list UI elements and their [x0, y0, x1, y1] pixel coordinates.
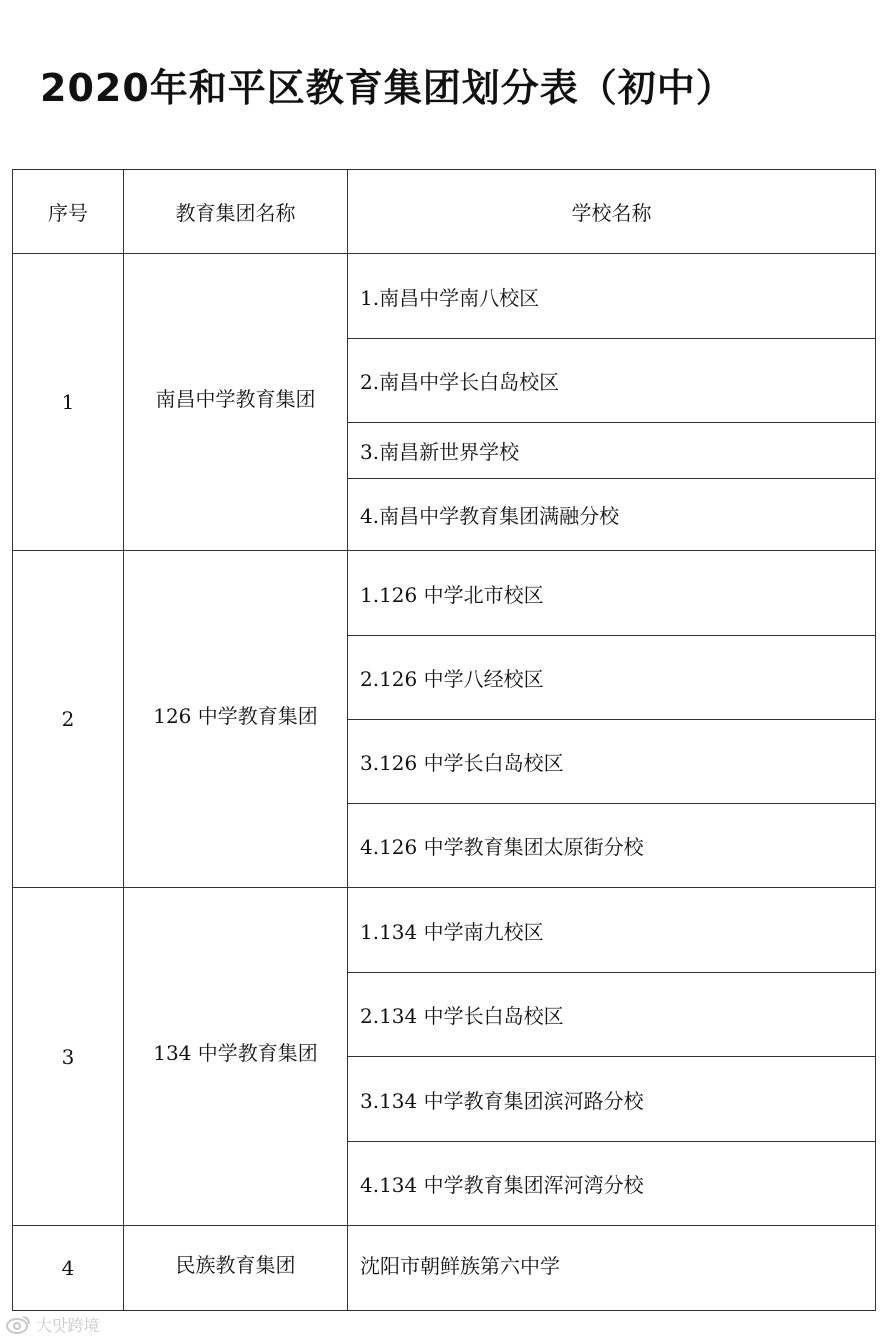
- table-row: [13, 551, 876, 636]
- group-name: 民族教育集团: [124, 1226, 348, 1311]
- group-name: 南昌中学教育集团: [124, 254, 348, 551]
- header-index: 序号: [13, 170, 124, 254]
- table-header-row: [13, 170, 876, 254]
- school-name: 2.134 中学长白岛校区: [348, 973, 876, 1057]
- weibo-camera-icon: [4, 1314, 32, 1334]
- school-name: 1.南昌中学南八校区: [348, 254, 876, 339]
- table-row: [13, 888, 876, 973]
- school-name: 2.126 中学八经校区: [348, 636, 876, 720]
- group-index: 3: [13, 888, 124, 1226]
- group-index: 4: [13, 1226, 124, 1311]
- school-name: 2.南昌中学长白岛校区: [348, 339, 876, 423]
- header-school-name: 学校名称: [348, 170, 876, 254]
- watermark: [4, 1312, 99, 1336]
- page-title: 2020年和平区教育集团划分表（初中）: [40, 66, 735, 110]
- school-name: 1.134 中学南九校区: [348, 888, 876, 973]
- group-index: 2: [13, 551, 124, 888]
- watermark-text: 大맛跨境: [36, 1315, 100, 1335]
- school-name: 3.126 中学长白岛校区: [348, 720, 876, 804]
- group-name: 134 中学教育集团: [124, 888, 348, 1226]
- group-name: 126 中学教育集团: [124, 551, 348, 888]
- school-name: 4.南昌中学教育集团满融分校: [348, 479, 876, 551]
- table-row: [13, 254, 876, 339]
- school-name: 3.南昌新世界学校: [348, 423, 876, 479]
- group-index: 1: [13, 254, 124, 551]
- school-name: 沈阳市朝鲜族第六中学: [348, 1226, 876, 1311]
- education-group-table: [12, 169, 876, 1311]
- table-row: [13, 1226, 876, 1311]
- school-name: 1.126 中学北市校区: [348, 551, 876, 636]
- header-group-name: 教育集团名称: [124, 170, 348, 254]
- school-name: 4.126 中学教育集团太原街分校: [348, 804, 876, 888]
- school-name: 3.134 中学教育集团滨河路分校: [348, 1057, 876, 1142]
- school-name: 4.134 中学教育集团浑河湾分校: [348, 1142, 876, 1226]
